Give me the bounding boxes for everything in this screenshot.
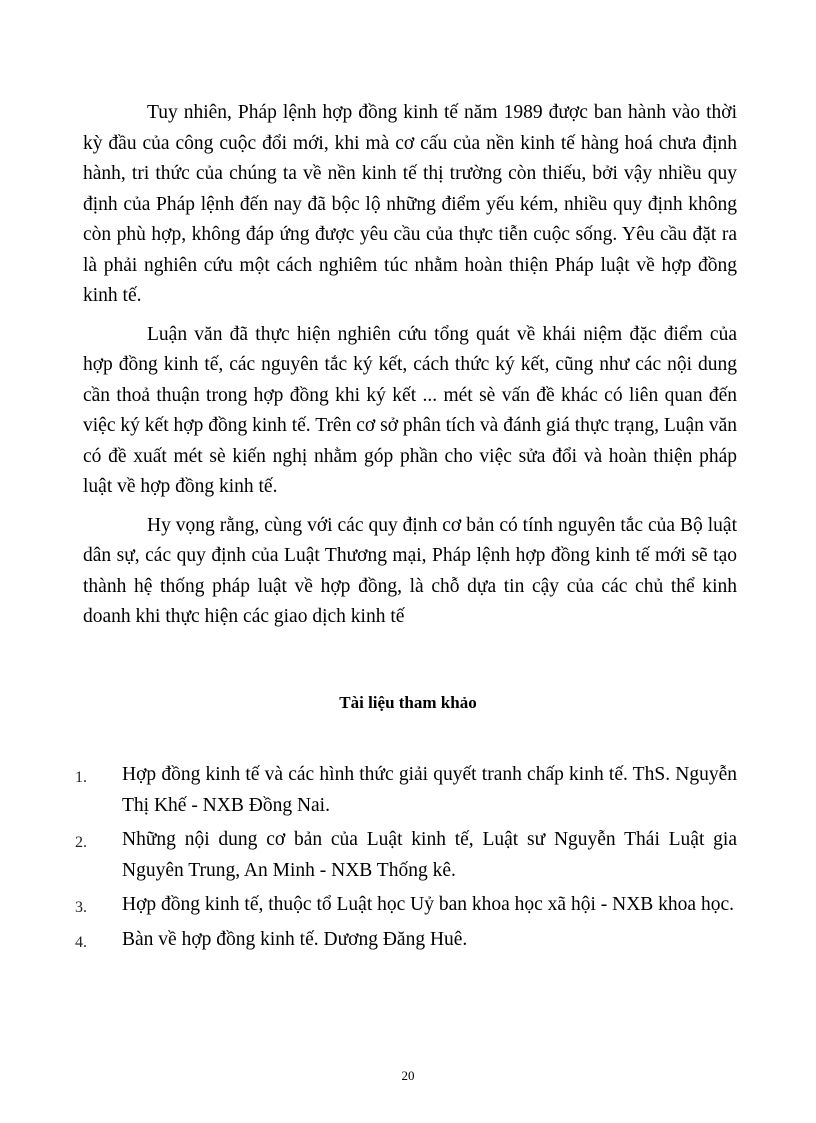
reference-item [75, 825, 737, 886]
reference-text: Bàn về hợp đồng kinh tế. Dương Đăng Huê. [122, 928, 468, 950]
reference-item [75, 760, 737, 821]
reference-text: Hợp đồng kinh tế, thuộc tổ Luật học Uỷ ban khoa học xã hội - NXB khoa học. [122, 894, 734, 915]
paragraph-3: Hy vọng rằng, cùng với các quy định cơ bản có tính nguyên tắc của Bộ luật dân sự, các quy định của Luật Thương mại, Pháp lệnh hợp đồng kinh tế mới sẽ tạo thành hệ thống pháp luật về hợp đồng, là chỗ dựa tin cậy của các chủ thể kinh doanh khi thực hiện các giao dịch kinh tế [83, 514, 737, 627]
body-text [83, 98, 737, 641]
reference-item [75, 890, 737, 921]
reference-text: Những nội dung cơ bản của Luật kinh tế, Luật sư Nguyễn Thái Luật gia Nguyên Trung, An Minh - NXB Thống kê. [122, 829, 737, 881]
reference-text: Hợp đồng kinh tế và các hình thức giải quyết tranh chấp kinh tế. ThS. Nguyễn Thị Khế - NXB Đồng Nai. [122, 764, 737, 816]
reference-number: 3. [75, 899, 87, 916]
reference-number: 4. [75, 933, 87, 951]
references-list [75, 760, 737, 959]
reference-item [75, 925, 737, 956]
references-title: Tài liệu tham khảo [339, 693, 477, 712]
reference-number: 2. [75, 834, 87, 851]
page-number: 20 [401, 1068, 415, 1083]
reference-number: 1. [75, 769, 87, 786]
paragraph-2: Luận văn đã thực hiện nghiên cứu tổng quát về khái niệm đặc điểm của hợp đồng kinh tế, các nguyên tắc ký kết, cách thức ký kết, cũng như các nội dung cần thoả thuận trong hợp đồng khi ký kết ... mét sè vấn đề khác có liên quan đến việc ký kết hợp đồng kinh tế. Trên cơ sở phân tích và đánh giá thực trạng, Luận văn có đề xuất mét sè kiến nghị nhằm góp phần cho việc sửa đổi và hoàn thiện pháp luật về hợp đồng kinh tế. [83, 323, 737, 497]
paragraph-1: Tuy nhiên, Pháp lệnh hợp đồng kinh tế năm 1989 được ban hành vào thời kỳ đầu của công cuộc đổi mới, khi mà cơ cấu của nền kinh tế hàng hoá chưa định hành, tri thức của chúng ta về nền kinh tế thị trường còn thiếu, bởi vậy nhiều quy định của Pháp lệnh đến nay đã bộc lộ những điểm yếu kém, nhiều quy định không còn phù hợp, không đáp ứng được yêu cầu của thực tiễn cuộc sống. Yêu cầu đặt ra là phải nghiên cứu một cách nghiêm túc nhằm hoàn thiện Pháp luật về hợp đồng kinh tế. [83, 102, 737, 306]
